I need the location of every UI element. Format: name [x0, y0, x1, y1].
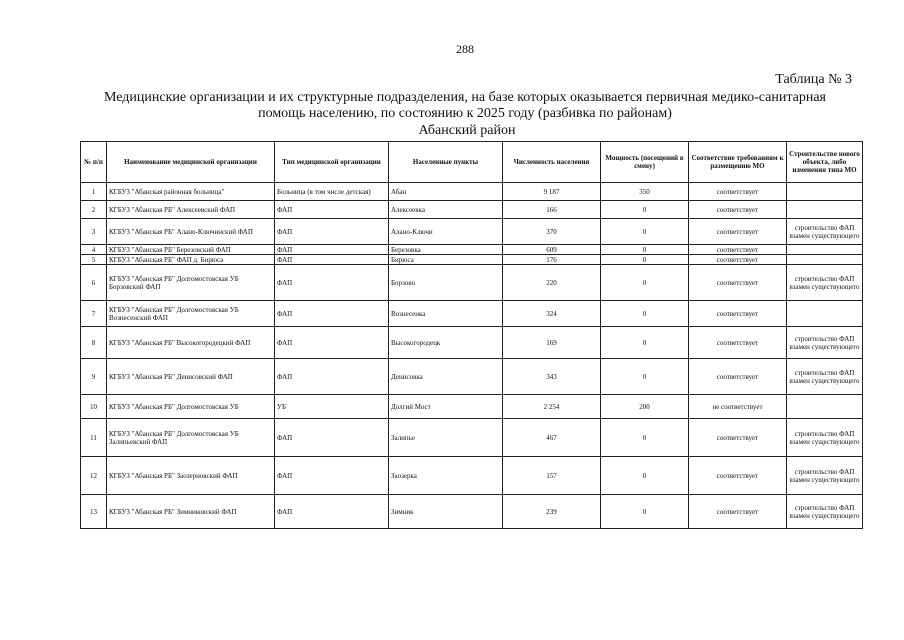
- compliance-cell: соответствует: [689, 201, 787, 219]
- organization-name-cell: КГБУЗ "Абанская РБ" Денисовский ФАП: [107, 359, 275, 395]
- table-row: [81, 301, 863, 327]
- header-settlement: Населенные пункты: [389, 142, 503, 183]
- table-row: [81, 457, 863, 495]
- settlement-cell: Зимник: [389, 495, 503, 529]
- settlement-cell: Алексеевка: [389, 201, 503, 219]
- capacity-cell: 0: [601, 495, 689, 529]
- construction-cell: строительство ФАП взамен существующего: [787, 495, 863, 529]
- population-cell: 2 254: [503, 395, 601, 419]
- population-cell: 467: [503, 419, 601, 457]
- row-number-cell: 3: [81, 219, 107, 245]
- row-number-cell: 4: [81, 245, 107, 255]
- organization-name-cell: КГБУЗ "Абанская РБ" Долгомостовская УБ Борзовский ФАП: [107, 265, 275, 301]
- header-capacity: Мощность (посещений в смену): [601, 142, 689, 183]
- table-row: [81, 183, 863, 201]
- organization-type-cell: ФАП: [275, 327, 389, 359]
- settlement-cell: Березовка: [389, 245, 503, 255]
- population-cell: 9 187: [503, 183, 601, 201]
- settlement-cell: Бирюса: [389, 255, 503, 265]
- settlement-cell: Заозерка: [389, 457, 503, 495]
- region-title: Абанский район: [418, 123, 516, 138]
- capacity-cell: 0: [601, 245, 689, 255]
- table-number: Таблица № 3: [775, 72, 852, 87]
- table-row: [81, 201, 863, 219]
- row-number-cell: 11: [81, 419, 107, 457]
- compliance-cell: соответствует: [689, 245, 787, 255]
- row-number-cell: 9: [81, 359, 107, 395]
- settlement-cell: Долгий Мост: [389, 395, 503, 419]
- population-cell: 157: [503, 457, 601, 495]
- construction-cell: [787, 255, 863, 265]
- population-cell: 176: [503, 255, 601, 265]
- table-row: [81, 219, 863, 245]
- construction-cell: строительство ФАП взамен существующего: [787, 359, 863, 395]
- page-number: 288: [456, 42, 474, 56]
- construction-cell: [787, 183, 863, 201]
- compliance-cell: соответствует: [689, 183, 787, 201]
- population-cell: 169: [503, 327, 601, 359]
- organization-type-cell: Больница (в том числе детская): [275, 183, 389, 201]
- table-row: [81, 255, 863, 265]
- population-cell: 324: [503, 301, 601, 327]
- organization-name-cell: КГБУЗ "Абанская РБ" Долгомостовская УБ Залипьевский ФАП: [107, 419, 275, 457]
- population-cell: 220: [503, 265, 601, 301]
- settlement-cell: Вознесенка: [389, 301, 503, 327]
- organization-type-cell: ФАП: [275, 201, 389, 219]
- construction-cell: строительство ФАП взамен существующего: [787, 457, 863, 495]
- row-number-cell: 12: [81, 457, 107, 495]
- table-row: [81, 419, 863, 457]
- table-row: [81, 395, 863, 419]
- organization-name-cell: КГБУЗ "Абанская РБ" Заозерновский ФАП: [107, 457, 275, 495]
- organization-name-cell: КГБУЗ "Абанская РБ" Зимниковский ФАП: [107, 495, 275, 529]
- population-cell: 239: [503, 495, 601, 529]
- population-cell: 343: [503, 359, 601, 395]
- construction-cell: [787, 395, 863, 419]
- compliance-cell: не соответствует: [689, 395, 787, 419]
- organization-name-cell: КГБУЗ "Абанская РБ" Высокогородецкий ФАП: [107, 327, 275, 359]
- row-number-cell: 7: [81, 301, 107, 327]
- document-title: Медицинские организации и их структурные подразделения, на базе которых оказывается первичная медико-санитарная помощь населению, по состоянию к 2025 году (разбивка по районам): [104, 90, 826, 121]
- header-construction: Строительство нового объекта, либо изменения типа МО: [787, 142, 863, 183]
- header-type: Тип медицинской организации: [275, 142, 389, 183]
- organization-name-cell: КГБУЗ "Абанская РБ" Алано-Ключинский ФАП: [107, 219, 275, 245]
- organization-name-cell: КГБУЗ "Абанская районная больница": [107, 183, 275, 201]
- organization-name-cell: КГБУЗ "Абанская РБ" Долгомостовская УБ: [107, 395, 275, 419]
- table-header-row: [81, 142, 863, 183]
- compliance-cell: соответствует: [689, 419, 787, 457]
- compliance-cell: соответствует: [689, 359, 787, 395]
- organization-type-cell: ФАП: [275, 495, 389, 529]
- capacity-cell: 0: [601, 327, 689, 359]
- header-organization: Наименование медицинской организации: [107, 142, 275, 183]
- compliance-cell: соответствует: [689, 255, 787, 265]
- organization-name-cell: КГБУЗ "Абанская РБ" Березовский ФАП: [107, 245, 275, 255]
- row-number-cell: 1: [81, 183, 107, 201]
- organization-name-cell: КГБУЗ "Абанская РБ" ФАП д. Бирюса: [107, 255, 275, 265]
- compliance-cell: соответствует: [689, 219, 787, 245]
- construction-cell: строительство ФАП взамен существующего: [787, 265, 863, 301]
- settlement-cell: Высокогородецк: [389, 327, 503, 359]
- table-row: [81, 245, 863, 255]
- capacity-cell: 350: [601, 183, 689, 201]
- compliance-cell: соответствует: [689, 457, 787, 495]
- construction-cell: строительство ФАП взамен существующего: [787, 419, 863, 457]
- table-row: [81, 495, 863, 529]
- row-number-cell: 8: [81, 327, 107, 359]
- population-cell: 370: [503, 219, 601, 245]
- settlement-cell: Денисовка: [389, 359, 503, 395]
- capacity-cell: 0: [601, 359, 689, 395]
- row-number-cell: 6: [81, 265, 107, 301]
- capacity-cell: 0: [601, 419, 689, 457]
- construction-cell: [787, 245, 863, 255]
- organization-type-cell: ФАП: [275, 265, 389, 301]
- capacity-cell: 0: [601, 255, 689, 265]
- capacity-cell: 0: [601, 457, 689, 495]
- capacity-cell: 0: [601, 301, 689, 327]
- organization-type-cell: ФАП: [275, 219, 389, 245]
- header-population: Численность населения: [503, 142, 601, 183]
- header-compliance: Соответствие требованиям к размещению МО: [689, 142, 787, 183]
- header-number: № п/п: [81, 142, 107, 183]
- organization-type-cell: ФАП: [275, 255, 389, 265]
- capacity-cell: 200: [601, 395, 689, 419]
- construction-cell: [787, 301, 863, 327]
- row-number-cell: 13: [81, 495, 107, 529]
- organization-type-cell: ФАП: [275, 245, 389, 255]
- compliance-cell: соответствует: [689, 265, 787, 301]
- organization-name-cell: КГБУЗ "Абанская РБ" Долгомостовская УБ Вознесенский ФАП: [107, 301, 275, 327]
- construction-cell: строительство ФАП взамен существующего: [787, 327, 863, 359]
- capacity-cell: 0: [601, 265, 689, 301]
- compliance-cell: соответствует: [689, 495, 787, 529]
- population-cell: 609: [503, 245, 601, 255]
- organization-type-cell: ФАП: [275, 419, 389, 457]
- capacity-cell: 0: [601, 201, 689, 219]
- row-number-cell: 2: [81, 201, 107, 219]
- construction-cell: [787, 201, 863, 219]
- table-row: [81, 359, 863, 395]
- row-number-cell: 5: [81, 255, 107, 265]
- organization-type-cell: УБ: [275, 395, 389, 419]
- settlement-cell: Алано-Ключи: [389, 219, 503, 245]
- compliance-cell: соответствует: [689, 301, 787, 327]
- settlement-cell: Залипье: [389, 419, 503, 457]
- table-row: [81, 265, 863, 301]
- settlement-cell: Абан: [389, 183, 503, 201]
- row-number-cell: 10: [81, 395, 107, 419]
- population-cell: 166: [503, 201, 601, 219]
- organization-type-cell: ФАП: [275, 301, 389, 327]
- organization-type-cell: ФАП: [275, 359, 389, 395]
- compliance-cell: соответствует: [689, 327, 787, 359]
- construction-cell: строительство ФАП взамен существующего: [787, 219, 863, 245]
- organizations-table: [80, 141, 863, 529]
- settlement-cell: Борзово: [389, 265, 503, 301]
- organization-type-cell: ФАП: [275, 457, 389, 495]
- organization-name-cell: КГБУЗ "Абанская РБ" Алексеевский ФАП: [107, 201, 275, 219]
- table-body: [81, 183, 863, 529]
- capacity-cell: 0: [601, 219, 689, 245]
- table-row: [81, 327, 863, 359]
